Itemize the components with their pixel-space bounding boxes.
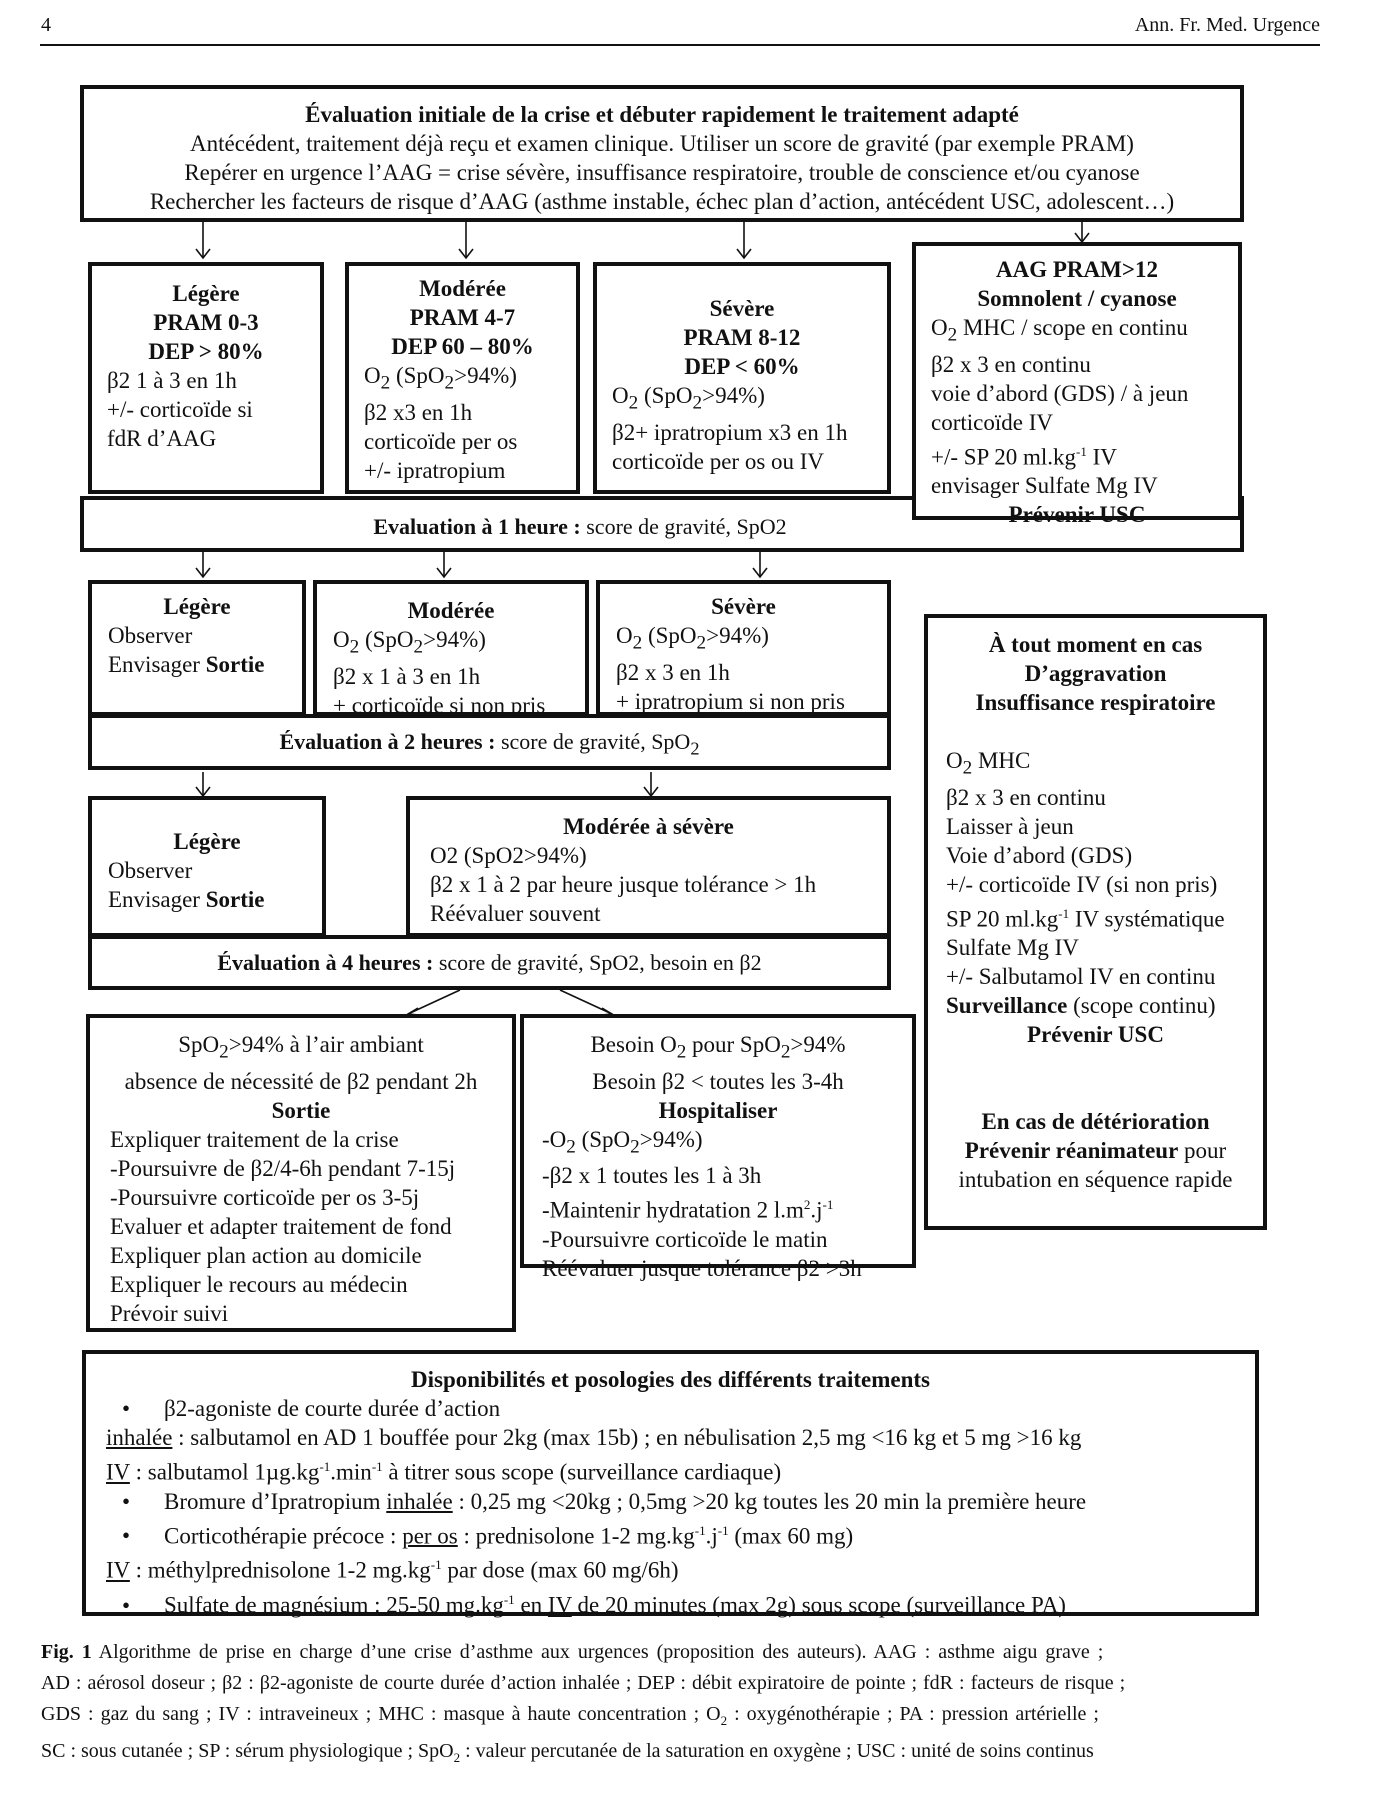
treatment-line: β2 x 1 à 2 par heure jusque tolérance > 1h — [430, 872, 817, 897]
dosage-line: inhalée : salbutamol en AD 1 bouffée pour 2kg (max 15b) ; en nébulisation 2,5 mg <16 kg et 5 mg >16 kg — [106, 1425, 1082, 1450]
treatment-line: Observer — [108, 858, 193, 883]
hosp-item: -Poursuivre corticoïde le matin — [542, 1226, 828, 1252]
caption-line: Fig. 1 Algorithme de prise en charge d’une crise d’asthme aux urgences (proposition des auteurs). AAG : asthme aigu grave ; — [41, 1641, 1104, 1663]
aggravation-item: Surveillance (scope continu) — [946, 993, 1216, 1019]
aggravation-item: Laisser à jeun — [946, 813, 1074, 839]
deterioration-line: Prévenir réanimateur pour — [964, 1138, 1227, 1164]
evaluation-1h-text: score de gravité, SpO2 — [580, 514, 787, 539]
treatment-line: corticoïde IV — [931, 409, 1053, 435]
aggravation-item: +/- corticoïde IV (si non pris) — [946, 871, 1218, 897]
figure-caption — [41, 1637, 1321, 1773]
treatment-line: + ipratropium si non pris — [616, 688, 845, 714]
treatment-line: fdR d’AAG — [107, 426, 217, 451]
page-number: 4 — [41, 14, 51, 36]
treatment-line: Envisager Sortie — [108, 887, 265, 912]
dosage-line: IV : salbutamol $1\mu g.kg^{-1}.\min^{-1}$ à titrer sous scope (surveillance cardiaque) — [106, 1459, 782, 1485]
aggravation-item: SP 20 $ml.kg^{-1}$ IV systématique — [946, 905, 1225, 932]
aggravation-item: $O_2$ MHC — [946, 748, 1031, 779]
sortie-item: -Poursuivre de β2/4-6h pendant 7-15j — [110, 1155, 456, 1181]
sortie-item: Expliquer le recours au médecin — [110, 1271, 408, 1297]
hosp-criterion: Besoin β2 < toutes les 3-4h — [592, 1068, 844, 1094]
deterioration-line: intubation en séquence rapide — [958, 1167, 1233, 1193]
severity-box-legere — [88, 262, 324, 494]
initial-evaluation-line: Rechercher les facteurs de risque d’AAG (asthme instable, échec plan d’action, antécédent USC, adolescent…) — [149, 189, 1175, 214]
severity-title: Modérée à sévère — [563, 814, 734, 839]
treatment-line: Envisager Sortie — [108, 652, 265, 677]
treatment-line: β2 x 1 à 3 en 1h — [333, 663, 481, 689]
severity-box-moderee — [345, 262, 580, 494]
sortie-item: Expliquer traitement de la crise — [110, 1126, 399, 1152]
evaluation-2h-bar — [88, 714, 891, 770]
severity-title: Sévère — [709, 296, 775, 321]
hosp-item: -Maintenir hydratation 2 $l.m^2.j^{-1}$ — [542, 1197, 834, 1223]
aggravation-item: Voie d’abord (GDS) — [946, 842, 1133, 868]
dosage-title: Disponibilités et posologies des différents traitements — [411, 1367, 930, 1392]
deterioration-title: En cas de détérioration — [981, 1109, 1210, 1135]
caption-line: AD : aérosol doseur ; β2 : β2-agoniste de courte durée d’action inhalée ; DEP : débit expiratoire de pointe ; fdR : facteurs de risque ; — [41, 1672, 1126, 1694]
severity-pram: PRAM 0-3 — [153, 310, 259, 335]
severity-box-aag — [912, 242, 1242, 528]
severity-title: Légère — [173, 829, 241, 854]
dosage-box — [82, 1350, 1259, 1616]
aggravation-title: À tout moment en cas — [988, 632, 1203, 657]
sortie-item: Evaluer et adapter traitement de fond — [110, 1213, 452, 1239]
severity-title: Modérée — [407, 598, 495, 623]
treatment-line: +/- corticoïde si — [107, 397, 253, 422]
evaluation-2h-label: Évaluation à 2 heures : — [279, 729, 496, 754]
sortie-item: Prévoir suivi — [110, 1300, 229, 1326]
treatment-line: $O_2$ MHC / scope en continu — [931, 315, 1188, 346]
aggravation-item: β2 x 3 en continu — [946, 784, 1106, 810]
aggravation-item: +/- Salbutamol IV en continu — [946, 964, 1216, 990]
evaluation-4h-text: score de gravité, SpO2, besoin en β2 — [433, 950, 762, 975]
treatment-line: β2 x 3 en continu — [931, 351, 1091, 377]
severity-subtitle: Somnolent / cyanose — [977, 286, 1177, 311]
evaluation-2h-text: score de gravité, SpO$_2$ — [495, 729, 700, 759]
treatment-line: O2 (SpO2>94%) — [430, 843, 587, 868]
treatment-line: corticoïde per os — [364, 428, 518, 454]
severity-title: Légère — [163, 594, 231, 619]
treatment-line: Réévaluer souvent — [430, 901, 601, 926]
sortie-item: Expliquer plan action au domicile — [110, 1242, 422, 1268]
severity-title: AAG PRAM>12 — [996, 257, 1158, 282]
treatment-line: β2 1 à 3 en 1h — [107, 368, 237, 393]
initial-evaluation-line: Repérer en urgence l’AAG = crise sévère, insuffisance respiratoire, trouble de conscience et/ou cyanose — [184, 160, 1140, 185]
evaluation-1h-label: Evaluation à 1 heure : — [373, 514, 581, 539]
severity-title: Sévère — [711, 594, 776, 619]
severity-dep: DEP 60 – 80% — [391, 334, 534, 359]
hosp-title: Hospitaliser — [658, 1097, 778, 1123]
evaluation-1h-legere-box — [88, 580, 306, 716]
severity-pram: PRAM 4-7 — [409, 305, 516, 330]
hosp-criterion: Besoin $O_2$ pour SpO$_2$>94% — [590, 1032, 846, 1063]
hosp-item: $-O_2$ (SpO$_2$>94%) — [542, 1126, 703, 1158]
spacer — [946, 717, 1263, 746]
prevenir-usc: Prévenir USC — [1027, 1022, 1164, 1048]
treatment-line: β2 x 3 en 1h — [616, 659, 730, 685]
treatment-line: $O_2$ (SpO$_2$>94%) — [364, 363, 517, 394]
aggravation-title: D’aggravation — [1024, 661, 1167, 686]
treatment-line: $O_2$ (SpO$_2$>94%) — [333, 627, 486, 658]
initial-evaluation-line: Antécédent, traitement déjà reçu et examen clinique. Utiliser un score de gravité (par exemple PRAM) — [190, 131, 1134, 156]
sortie-title: Sortie — [271, 1097, 331, 1123]
severity-dep: DEP < 60% — [684, 354, 800, 379]
treatment-line: β2 x3 en 1h — [364, 399, 473, 425]
treatment-line: corticoïde per os ou IV — [612, 448, 825, 474]
aggravation-box — [924, 614, 1267, 1230]
treatment-line: voie d’abord (GDS) / à jeun — [931, 380, 1189, 406]
evaluation-1h-moderee-box — [313, 580, 589, 716]
aggravation-item: Sulfate Mg IV — [946, 935, 1079, 961]
severity-pram: PRAM 8-12 — [683, 325, 801, 350]
treatment-line: envisager Sulfate Mg IV — [931, 473, 1158, 499]
sortie-box — [86, 1014, 516, 1332]
treatment-line: + corticoïde si non pris — [333, 692, 546, 718]
hospitaliser-box — [520, 1014, 916, 1281]
prevenir-usc: Prévenir USC — [1008, 502, 1146, 528]
hosp-item: Réévaluer jusque tolérance β2 >3h — [542, 1255, 862, 1281]
treatment-line: $O_2$ (SpO$_2$>94%) — [616, 623, 769, 654]
sortie-criterion: absence de nécessité de β2 pendant 2h — [124, 1068, 478, 1094]
sortie-criterion: SpO$_2$>94% à l’air ambiant — [178, 1032, 424, 1063]
hosp-item: -β2 x 1 toutes les 1 à 3h — [542, 1163, 762, 1189]
severity-box-severe — [593, 262, 891, 494]
spacer — [946, 1049, 1263, 1107]
initial-evaluation-title: Évaluation initiale de la crise et débuter rapidement le traitement adapté — [305, 102, 1019, 127]
dosage-bullet: • β2-agoniste de courte durée d’action — [106, 1394, 1255, 1423]
severity-title: Modérée — [419, 276, 506, 301]
severity-title: Légère — [172, 281, 240, 306]
treatment-line: $O_2$ (SpO$_2$>94%) — [612, 383, 765, 414]
dosage-bullet: • Corticothérapie précoce : per os : prednisolone 1-2 $mg.kg^{-1}.j^{-1}$ (max 60 mg) — [106, 1516, 1255, 1551]
evaluation-4h-bar — [88, 935, 891, 990]
treatment-line: +/- SP 20 $ml.kg^{-1}$ IV — [931, 443, 1117, 470]
evaluation-2h-moderee-box — [406, 796, 891, 937]
dosage-bullet: • Bromure d’Ipratropium inhalée : 0,25 mg <20kg ; 0,5mg >20 kg toutes les 20 min la première heure — [106, 1487, 1255, 1516]
evaluation-1h-severe-box — [596, 580, 891, 716]
caption-line: GDS : gaz du sang ; IV : intraveineux ; MHC : masque à haute concentration ; $O_2$ : oxygénothérapie ; PA : pression artérielle ; — [41, 1703, 1099, 1728]
journal-name: Ann. Fr. Med. Urgence — [1134, 14, 1320, 36]
aggravation-title: Insuffisance respiratoire — [975, 690, 1216, 715]
treatment-line: β2+ ipratropium x3 en 1h — [612, 419, 848, 445]
dosage-bullet: • Sulfate de magnésium : 25-50 $mg.kg^{-1}$ en IV de 20 minutes (max 2g) sous scope (surveillance PA) — [106, 1585, 1255, 1620]
caption-line: SC : sous cutanée ; SP : sérum physiologique ; SpO$_2$ : valeur percutanée de la saturation en oxygène ; USC : unité de soins continus — [41, 1740, 1094, 1765]
severity-dep: DEP > 80% — [148, 339, 264, 364]
evaluation-4h-label: Évaluation à 4 heures : — [217, 950, 434, 975]
sortie-item: -Poursuivre corticoïde per os 3-5j — [110, 1184, 420, 1210]
treatment-line: +/- ipratropium — [364, 457, 506, 483]
evaluation-2h-legere-box — [88, 796, 326, 937]
dosage-line: IV : méthylprednisolone 1-2 $mg.kg^{-1}$ par dose (max 60 mg/6h) — [106, 1557, 679, 1583]
treatment-line: Observer — [108, 623, 193, 648]
initial-evaluation-box — [80, 85, 1244, 222]
